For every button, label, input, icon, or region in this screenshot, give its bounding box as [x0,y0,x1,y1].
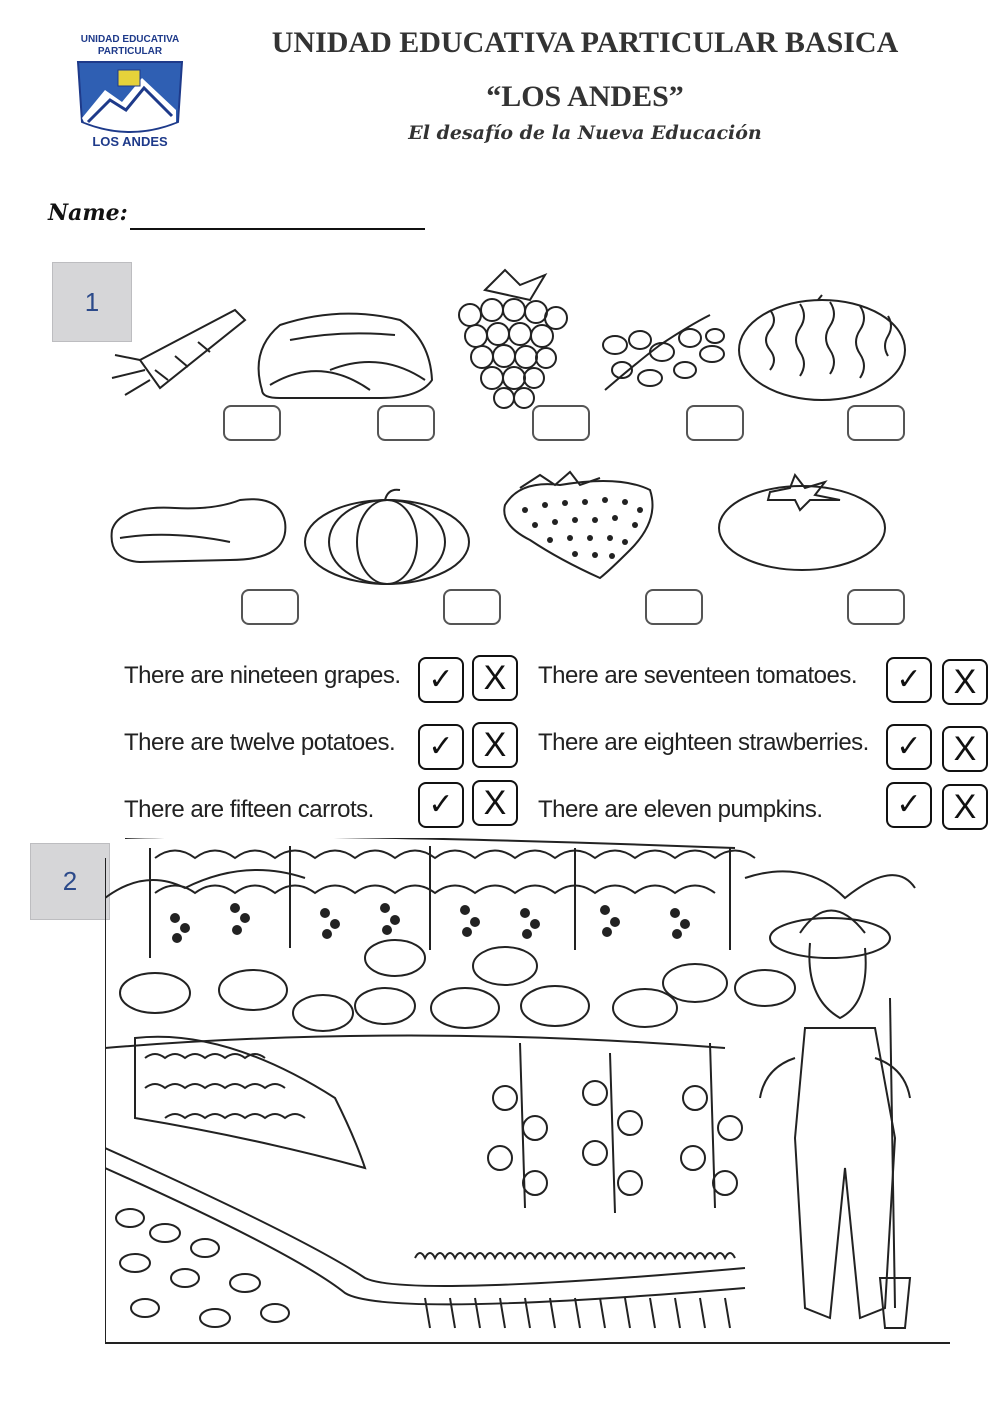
grapes-icon [459,270,567,408]
tomato-plants-icon [488,1043,742,1213]
carrots-row-icon [415,1253,735,1328]
section-number-2: 2 [30,843,110,920]
farm-scene-illustration [105,838,955,1348]
true-check-strawberries[interactable]: ✓ [886,724,932,770]
true-check-tomatoes[interactable]: ✓ [886,657,932,703]
name-label: Name: [48,200,128,226]
count-box-watermelons[interactable] [847,405,905,441]
count-box-tomatoes[interactable] [847,589,905,625]
count-box-carrots[interactable] [223,405,281,441]
section-number-1: 1 [52,262,132,342]
statement-carrots: There are fifteen carrots. [124,796,374,823]
true-check-pumpkins[interactable]: ✓ [886,782,932,828]
school-logo [60,30,200,155]
statement-strawberries: There are eighteen strawberries. [538,729,869,756]
count-box-peas[interactable] [686,405,744,441]
false-cross-tomatoes[interactable]: X [942,659,988,705]
school-motto: El desafío de la Nueva Educación [408,122,762,144]
tomato-icon [719,475,885,570]
false-cross-carrots[interactable]: X [472,780,518,826]
count-box-pumpkins[interactable] [443,589,501,625]
school-title: UNIDAD EDUCATIVA PARTICULAR BASICA [271,26,899,59]
pumpkin-icon [305,490,469,584]
potato-icon [112,499,286,562]
grapevine-row-icon [125,838,755,958]
watermelon-icon [739,295,905,400]
strawberry-patch-icon [135,1037,365,1168]
true-check-carrots[interactable]: ✓ [418,782,464,828]
false-cross-strawberries[interactable]: X [942,726,988,772]
count-box-potatoes[interactable] [241,589,299,625]
carrot-icon [112,310,245,395]
pumpkins-icon [120,940,795,1031]
statement-potatoes: There are twelve potatoes. [124,729,396,756]
logo-text-top: UNIDAD EDUCATIVA PARTICULAR [80,34,180,57]
name-input-line[interactable] [130,228,425,230]
false-cross-pumpkins[interactable]: X [942,784,988,830]
true-check-potatoes[interactable]: ✓ [418,724,464,770]
potatoes-icon [116,1209,289,1327]
false-cross-grapes[interactable]: X [472,655,518,701]
strawberry-icon [504,472,652,578]
true-check-grapes[interactable]: ✓ [418,657,464,703]
count-box-strawberries[interactable] [645,589,703,625]
count-box-grapes[interactable] [532,405,590,441]
logo-text-bottom: LOS ANDES [92,134,168,149]
statement-pumpkins: There are eleven pumpkins. [538,796,823,823]
statement-grapes: There are nineteen grapes. [124,662,401,689]
count-box-lettuce[interactable] [377,405,435,441]
false-cross-potatoes[interactable]: X [472,722,518,768]
statement-tomatoes: There are seventeen tomatoes. [538,662,858,689]
lettuce-icon [259,314,432,398]
peas-icon [603,315,724,390]
school-name: “LOS ANDES” [486,80,684,113]
